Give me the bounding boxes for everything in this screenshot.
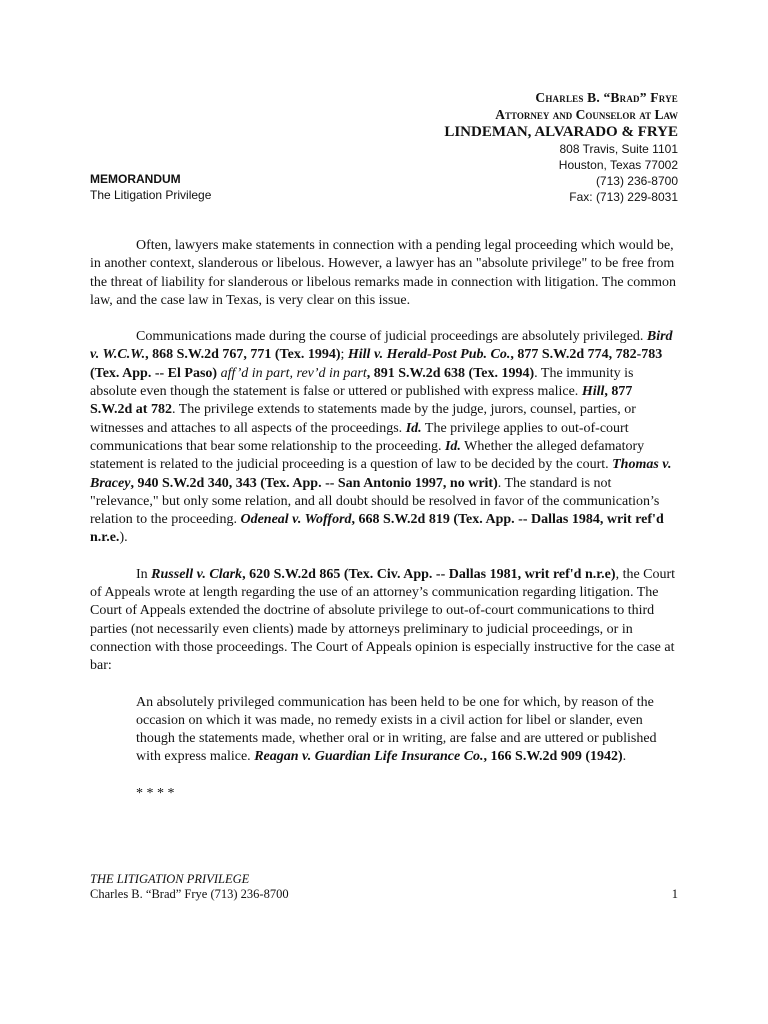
phone-number: (713) 236-8700	[595, 174, 678, 189]
firm-name: LINDEMAN, ALVARADO & FRYE	[444, 124, 678, 141]
paragraph-2	[90, 328, 678, 548]
id-citation: Id.	[405, 420, 422, 436]
attorney-name: Charles B. “Brad” Frye	[535, 90, 678, 105]
text-run: The privilege applies to out-of-court communications that bear some relationship to the proceeding.	[90, 420, 629, 454]
case-name: Bird v. W.C.W.	[90, 329, 673, 363]
page-number: 1	[671, 887, 678, 901]
text-run: . The privilege extends to statements made by the judge, jurors, counsel, parties, or witnesses and attaches to all aspects of the proceedings.	[90, 402, 636, 436]
case-citation: , 668 S.W.2d 819 (Tex. App. -- Dallas 1984, writ ref'd n.r.e.	[90, 512, 664, 546]
memo-heading	[90, 171, 211, 203]
id-citation: Id.	[444, 438, 461, 454]
case-name: Hill	[581, 384, 605, 400]
text-run: In	[136, 566, 152, 582]
address-line-1: 808 Travis, Suite 1101	[559, 142, 678, 157]
text-run: ;	[340, 347, 348, 363]
text-run: Whether the alleged defamatory statement is related to the judicial proceeding is a question of law to be decided by the court.	[90, 438, 645, 473]
case-name: Russell v. Clark	[151, 566, 243, 582]
section-break-stars: * * * *	[136, 785, 175, 801]
paragraph-1-text: Often, lawyers make statements in connection with a pending legal proceeding which would be, in another context, slanderous or libelous. However, a lawyer has an "absolute privilege" to be free from the threat of liability for slanderous or libelous remarks made in connection with litigation. The common law, and the case law in Texas, is very clear on this issue.	[90, 238, 677, 308]
case-name: Thomas v. Bracey	[90, 457, 672, 491]
text-run: ).	[119, 530, 128, 546]
address-line-2: Houston, Texas 77002	[558, 158, 678, 173]
case-citation: , 166 S.W.2d 909 (1942)	[483, 749, 623, 765]
fax-number: Fax: (713) 229-8031	[569, 190, 678, 205]
text-run: . The immunity is absolute even though the statement is false or uttered or published with express malice.	[90, 365, 634, 400]
text-run: Communications made during the course of judicial proceedings are absolutely privileged.	[136, 329, 647, 345]
case-name: Reagan v. Guardian Life Insurance Co.	[254, 749, 484, 765]
memo-body	[90, 237, 678, 821]
case-citation: , 620 S.W.2d 865 (Tex. Civ. App. -- Dallas 1981, writ ref'd n.r.e)	[242, 566, 616, 582]
footer-author: Charles B. “Brad” Frye (713) 236-8700	[90, 887, 289, 901]
text-run: .	[622, 749, 627, 765]
memo-label: MEMORANDUM	[90, 172, 181, 186]
footer-title: THE LITIGATION PRIVILEGE	[90, 872, 250, 886]
letterhead	[444, 90, 678, 205]
case-citation: , 877 S.W.2d at 782	[90, 384, 633, 418]
case-citation: , 868 S.W.2d 767, 771 (Tex. 1994)	[145, 347, 341, 363]
case-citation: , 940 S.W.2d 340, 343 (Tex. App. -- San Antonio 1997, no writ)	[130, 475, 498, 491]
block-quote	[136, 694, 678, 767]
attorney-title: Attorney and Counselor at Law	[495, 107, 678, 123]
case-citation: , 877 S.W.2d 774, 782-783 (Tex. App. -- El Paso)	[90, 347, 663, 381]
paragraph-3	[90, 566, 678, 676]
text-run: , the Court of Appeals wrote at length regarding the use of an attorney’s communication regarding litigation. The Court of Appeals extended the doctrine of absolute privilege to out-of-court communications to third parties (not necessarily even clients) made by attorneys preliminary to judicial proceedings, or in connection with those proceedings. The Court of Appeals opinion is especially instructive for the case at bar:	[90, 566, 676, 674]
text-run: An absolutely privileged communication has been held to be one for which, by reason of the occasion on which it was made, no remedy exists in a civil action for libel or slander, even though the statements made, whether oral or in writing, are false and are uttered or published with express malice.	[136, 694, 657, 765]
text-run: . The standard is not "relevance," but only some relation, and all doubt should be resolved in favor of the communication’s relation to the proceeding.	[90, 475, 660, 528]
case-name: Hill v. Herald-Post Pub. Co.	[347, 347, 511, 363]
memo-subject: The Litigation Privilege	[90, 188, 212, 202]
case-name: Odeneal v. Wofford	[240, 512, 352, 528]
paragraph-1	[90, 237, 678, 310]
page-footer	[90, 872, 678, 902]
case-history: aff’d in part, rev’d in part	[217, 365, 367, 381]
case-citation: , 891 S.W.2d 638 (Tex. 1994)	[366, 365, 535, 381]
